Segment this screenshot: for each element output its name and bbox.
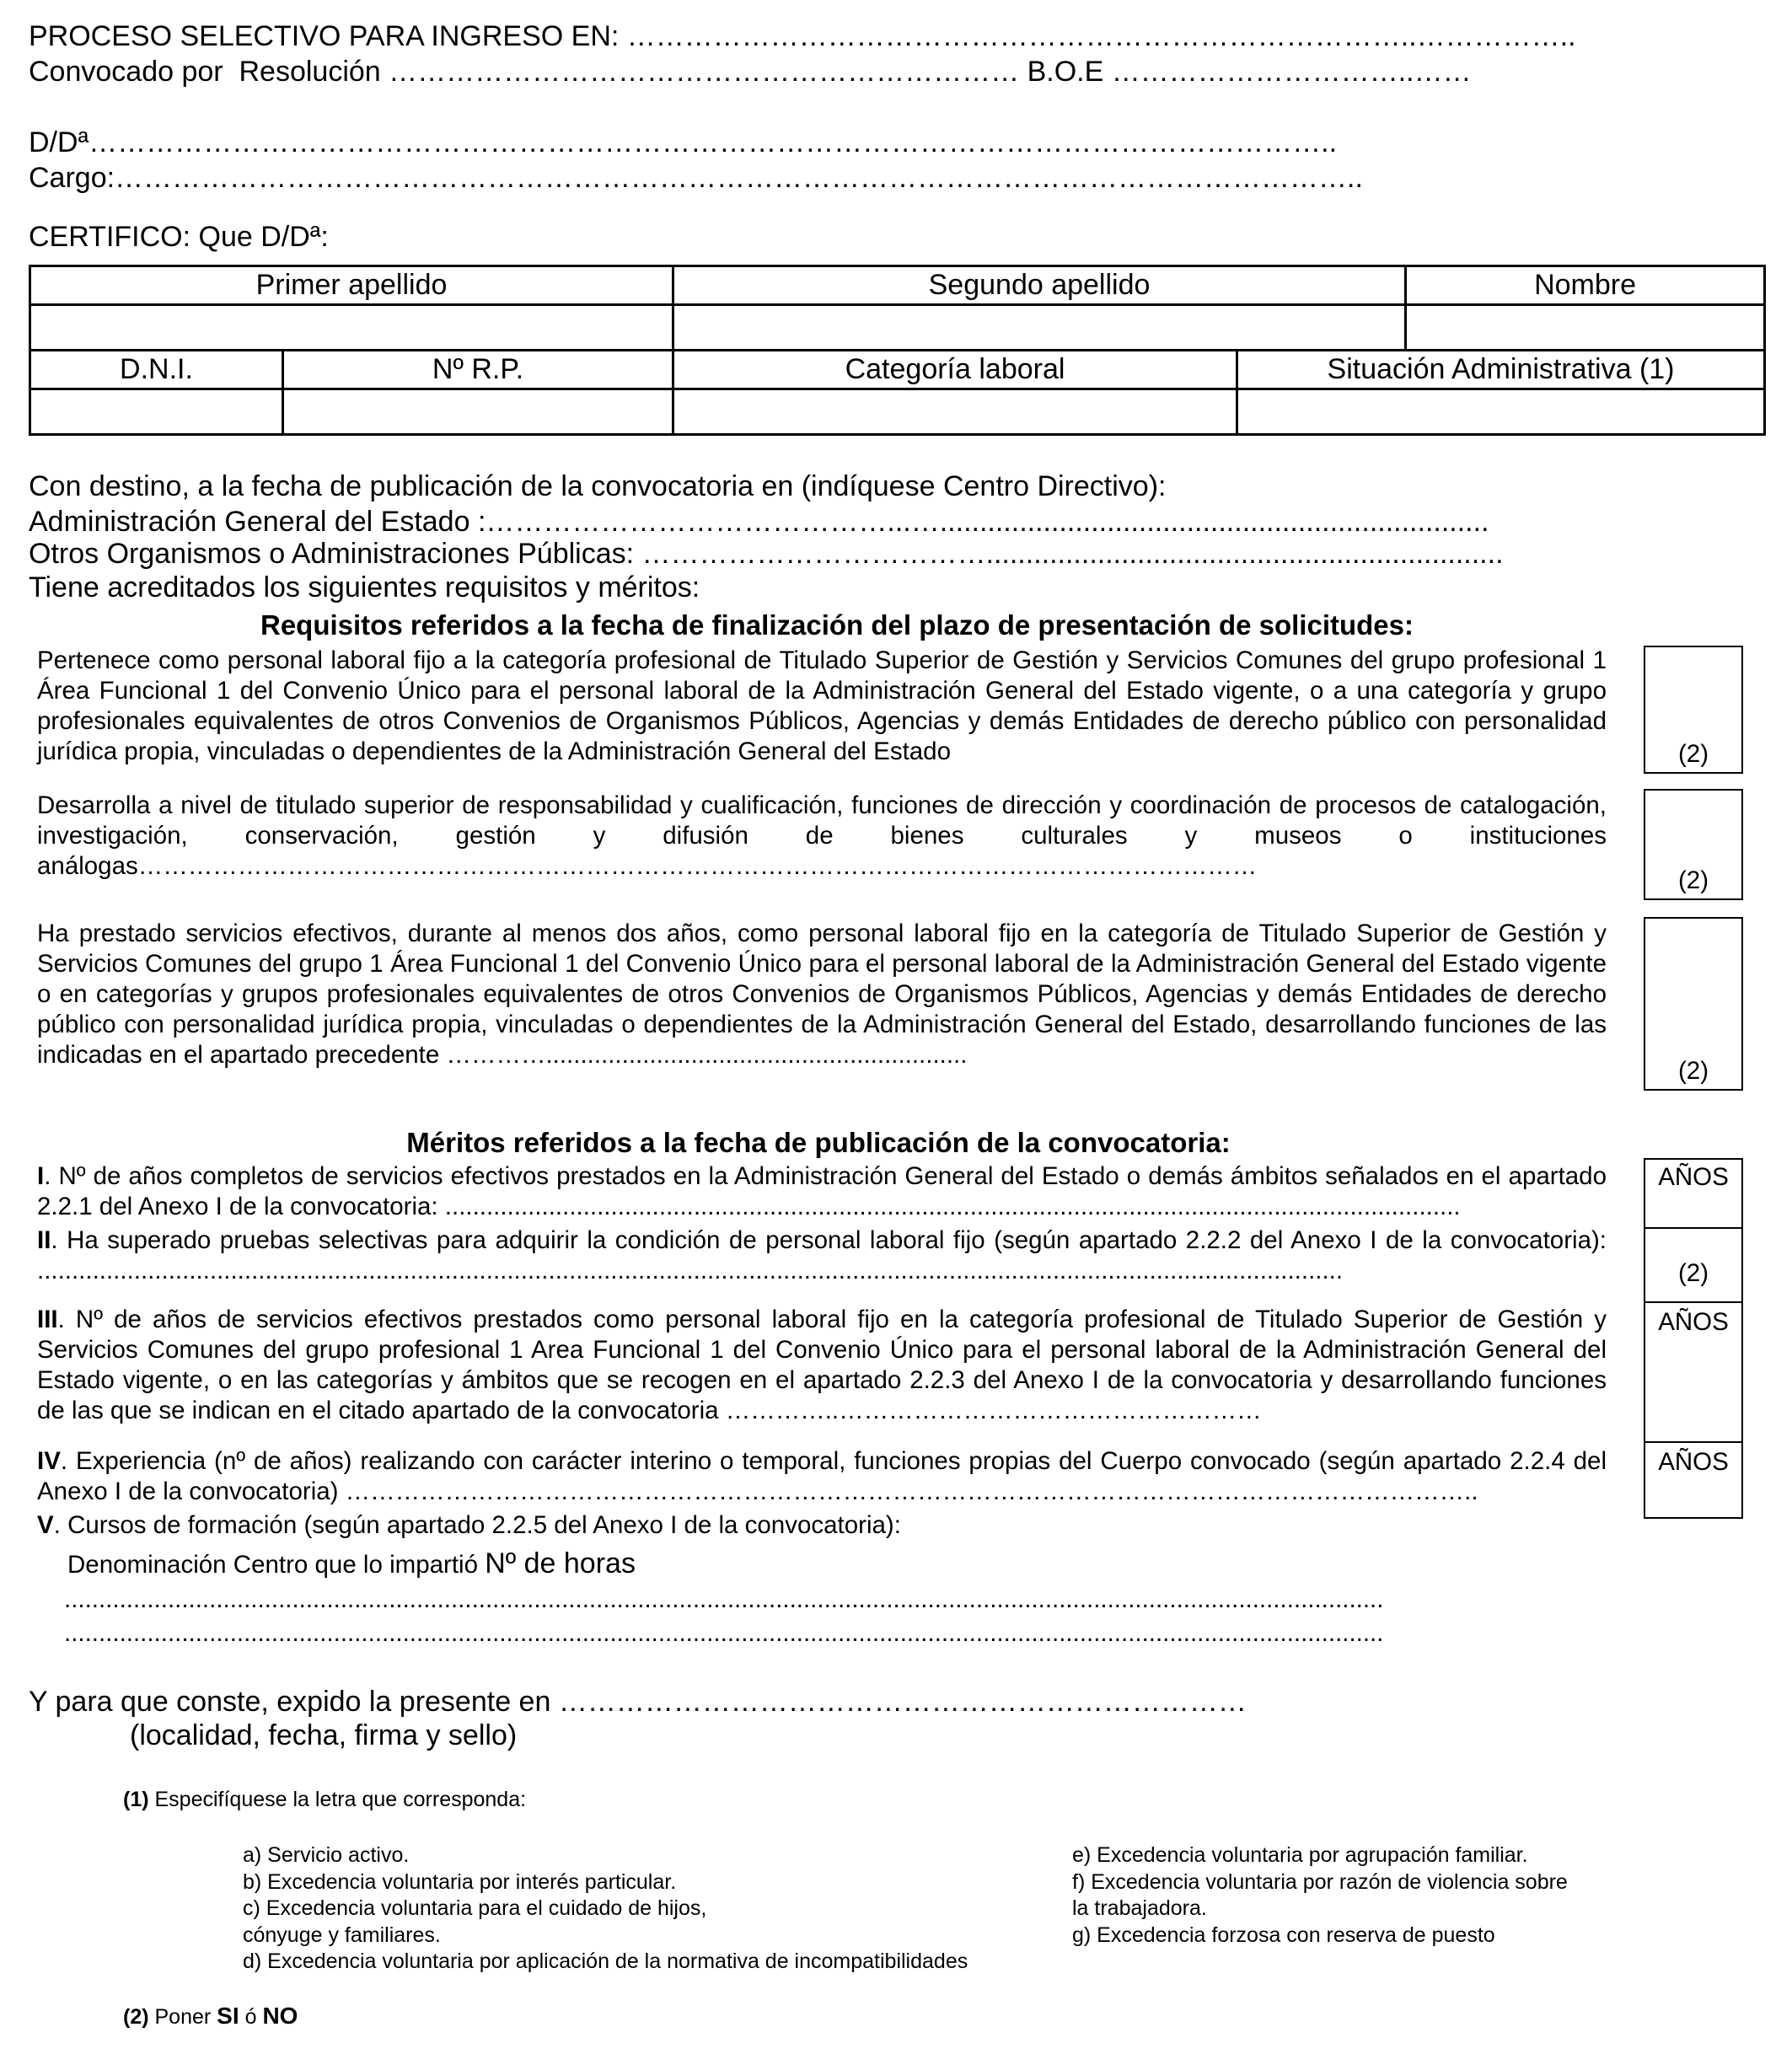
footnote-2 <box>123 2003 298 2031</box>
cell-situacion-administrativa[interactable] <box>1237 389 1765 435</box>
requisito-3-box[interactable] <box>1644 917 1743 1091</box>
cell-dni[interactable] <box>30 389 283 435</box>
merito-i <box>37 1161 1607 1222</box>
merito-ii-text: . Ha superado pruebas selectivas para adquirir la condición de personal laboral fijo (según apartado 2.2.2 del Anexo I de la convocatoria): ............................................................................................................................................................................................. <box>37 1226 1607 1284</box>
requisito-1-mark: (2) <box>1677 740 1709 768</box>
header-situacion-administrativa: Situación Administrativa (1) <box>1237 351 1765 389</box>
footnote-right-list <box>1072 1842 1568 1949</box>
cursos-columns <box>67 1547 636 1581</box>
header-primer-apellido: Primer apellido <box>30 266 673 305</box>
personal-data-table <box>29 265 1766 436</box>
cargo-line: Cargo:………………………………………………………………………………………………………………….. <box>29 162 1363 194</box>
cell-categoria-laboral[interactable] <box>673 389 1237 435</box>
situacion-d: d) Excedencia voluntaria por aplicación de la normativa de incompatibilidades <box>243 1949 968 1973</box>
merito-i-anos: AÑOS <box>1658 1163 1729 1191</box>
merito-iv-text: . Experiencia (nº de años) realizando con carácter interino o temporal, funciones propias del Cuerpo convocado (según apartado 2.2.4 del Anexo I de la convocatoria) ……………………………………………………………………………………………………………………….. <box>37 1447 1607 1505</box>
situacion-c-cont: cónyuge y familiares. <box>243 1923 441 1947</box>
conste-line: Y para que conste, expido la presente en ……………………………………………………………… <box>29 1686 1247 1718</box>
situacion-f-cont: la trabajadora. <box>1072 1896 1207 1920</box>
merito-iv-num: IV <box>37 1447 61 1475</box>
merito-ii-num: II <box>37 1226 51 1254</box>
destino-tiene: Tiene acreditados los siguientes requisitos y méritos: <box>29 571 700 603</box>
localidad-note: (localidad, fecha, firma y sello) <box>130 1719 518 1751</box>
certifico-line: CERTIFICO: Que D/Dª: <box>29 221 329 253</box>
footnote-2-o: ó <box>239 2005 263 2029</box>
meritos-answer-column <box>1644 1158 1743 1519</box>
footnote-2-pre: Poner <box>148 2005 217 2029</box>
merito-v <box>37 1510 1607 1541</box>
situacion-b: b) Excedencia voluntaria por interés particular. <box>243 1869 677 1894</box>
cursos-line-2[interactable]: ............................................................................................................................................................................................... <box>64 1619 1384 1647</box>
situacion-a: a) Servicio activo. <box>243 1843 410 1867</box>
dda-line: D/Dª………………………………………………………………………………………………………………….. <box>29 126 1338 158</box>
requisito-1-text: Pertenece como personal laboral fijo a la categoría profesional de Titulado Superior de Gestión y Servicios Comunes del grupo profesional 1 Área Funcional 1 del Convenio Único para el personal laboral de la Administración General del Estado vigente, o a una categoría y grupo profesionales equivalentes de otros Convenios de Organismos Públicos, Agencias y demás Entidades de derecho público con personalidad jurídica propia, vinculadas o dependientes de la Administración General del Estado <box>37 646 1607 765</box>
merito-i-num: I <box>37 1162 45 1190</box>
merito-iii-anos: AÑOS <box>1658 1308 1729 1336</box>
cell-nrp[interactable] <box>283 389 673 435</box>
merito-v-text: . Cursos de formación (según apartado 2.2.5 del Anexo I de la convocatoria): <box>53 1511 901 1539</box>
destino-otros: Otros Organismos o Administraciones Públicas: ………………………………................................................................. <box>29 538 1504 570</box>
requisito-2-mark: (2) <box>1677 866 1709 894</box>
situacion-e: e) Excedencia voluntaria por agrupación familiar. <box>1072 1843 1528 1867</box>
merito-iii-num: III <box>37 1306 58 1333</box>
merito-iv-anos: AÑOS <box>1658 1448 1729 1476</box>
merito-ii <box>37 1225 1607 1286</box>
merito-iii <box>37 1305 1607 1426</box>
footnote-1-num: (1) <box>123 1788 149 1811</box>
cell-segundo-apellido[interactable] <box>673 305 1406 351</box>
footnote-left-list <box>243 1842 968 1976</box>
requisito-2-text: Desarrolla a nivel de titulado superior de responsabilidad y cualificación, funciones de dirección y coordinación de procesos de catalogación, investigación, conservación, gestión y difusión de bienes culturales y museos o instituciones análogas……………………………………………………………………………………………………………………… <box>37 791 1607 880</box>
merito-iii-text: . Nº de años de servicios efectivos prestados como personal laboral fijo en la categoría profesional de Titulado Superior de Gestión y Servicios Comunes del grupo profesional 1 Area Funcional 1 del Convenio Único para el personal laboral de la Administración General del Estado vigente, o en las categorías y ámbitos que se recogen en el apartado 2.2.3 del Anexo I de la convocatoria y desarrollando funciones de las que se indican en el citado apartado de la convocatoria …………..…………………………………………… <box>37 1306 1607 1424</box>
cell-primer-apellido[interactable] <box>30 305 673 351</box>
merito-divider-3 <box>1645 1441 1741 1443</box>
header-categoria-laboral: Categoría laboral <box>673 351 1237 389</box>
cursos-line-1[interactable]: ............................................................................................................................................................................................... <box>64 1585 1384 1613</box>
footnote-1 <box>123 1787 526 1814</box>
meritos-heading: Méritos referidos a la fecha de publicación de la convocatoria: <box>406 1127 1231 1158</box>
merito-iv <box>37 1446 1607 1507</box>
merito-divider-2 <box>1645 1301 1741 1303</box>
merito-divider-1 <box>1645 1227 1741 1229</box>
requisito-1-box[interactable] <box>1644 646 1743 774</box>
header-segundo-apellido: Segundo apellido <box>673 266 1406 305</box>
footnote-2-no: NO <box>262 2003 298 2029</box>
merito-ii-mark: (2) <box>1677 1259 1709 1287</box>
requisito-3-text: Ha prestado servicios efectivos, durante al menos dos años, como personal laboral fijo en la categoría de Titulado Superior de Gestión y Servicios Comunes del grupo 1 Área Funcional 1 del Convenio Único para el personal laboral de la Administración General del Estado vigente o en categorías y grupos profesionales equivalentes de otros Convenios de Organismos Públicos, Agencias y demás Entidades de derecho público con personalidad jurídica propia, vinculadas o dependientes de la Administración General del Estado, desarrollando funciones de las indicadas en el apartado precedente …………............................................................. <box>37 920 1607 1069</box>
cursos-horas-label: Nº de horas <box>485 1547 636 1579</box>
requisito-2-box[interactable] <box>1644 789 1743 900</box>
cursos-denominacion-label: Denominación Centro que lo impartió <box>67 1551 479 1579</box>
header-dni: D.N.I. <box>30 351 283 389</box>
merito-i-text: . Nº de años completos de servicios efectivos prestados en la Administración General del Estado o demás ámbitos señalados en el apartado 2.2.1 del Anexo I de la convocatoria: ................................................................................................................................................... <box>37 1162 1607 1220</box>
footnote-1-text: Especifíquese la letra que corresponda: <box>148 1788 527 1811</box>
situacion-f: f) Excedencia voluntaria por razón de violencia sobre <box>1072 1869 1568 1894</box>
header-nrp: Nº R.P. <box>283 351 673 389</box>
footnote-2-si: SI <box>217 2003 239 2029</box>
merito-v-num: V <box>37 1511 54 1539</box>
header-nombre: Nombre <box>1406 266 1765 305</box>
convocado-line: Convocado por Resolución ………………………………………………………… B.O.E …………………………..…… <box>29 56 1472 88</box>
requisitos-heading: Requisitos referidos a la fecha de finalización del plazo de presentación de solicitudes: <box>260 609 1414 641</box>
footnote-2-num: (2) <box>123 2005 149 2029</box>
destino-age: Administración General del Estado :……………………………………...…..................................................................... <box>29 506 1489 538</box>
requisito-3-mark: (2) <box>1677 1057 1709 1085</box>
situacion-g: g) Excedencia forzosa con reserva de puesto <box>1072 1923 1495 1947</box>
destino-intro: Con destino, a la fecha de publicación de la convocatoria en (indíquese Centro Directivo): <box>29 470 1167 502</box>
situacion-c: c) Excedencia voluntaria para el cuidado de hijos, <box>243 1896 707 1920</box>
proceso-line: PROCESO SELECTIVO PARA INGRESO EN: ………………………………………………………………………..…………….. <box>29 20 1576 52</box>
cell-nombre[interactable] <box>1406 305 1765 351</box>
